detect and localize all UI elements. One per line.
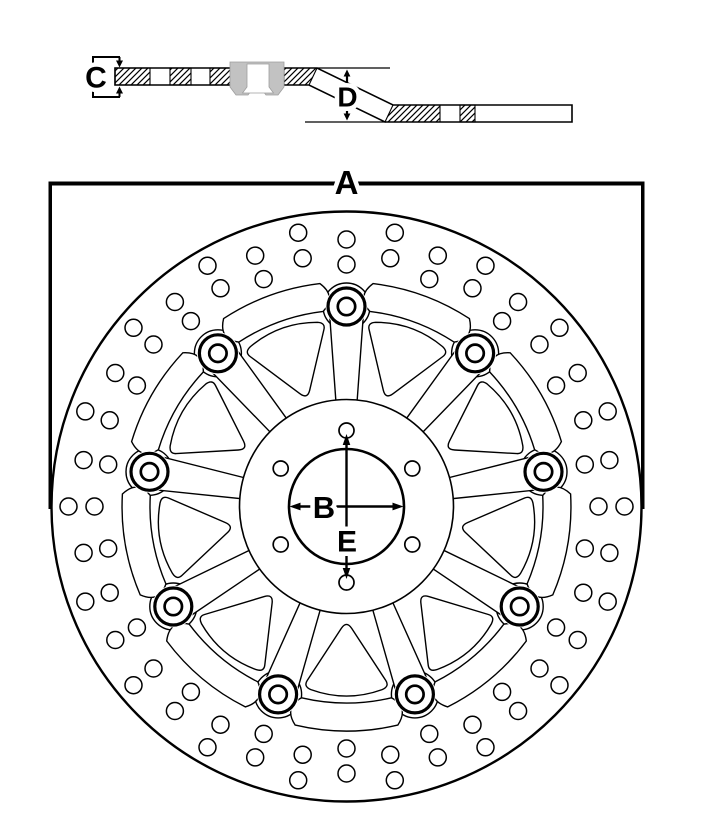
rivet-button (394, 673, 436, 715)
drill-hole (60, 498, 77, 515)
drill-hole (107, 632, 124, 649)
rivet-button (152, 586, 194, 628)
drill-hole (247, 749, 264, 766)
drill-hole (601, 452, 618, 469)
drill-hole (464, 716, 481, 733)
bolt-hole (405, 461, 420, 476)
drill-hole (182, 683, 199, 700)
drill-hole (386, 224, 403, 241)
drill-hole (128, 377, 145, 394)
drill-hole (338, 765, 355, 782)
bolt-hole (273, 461, 288, 476)
rivet-button-inner-ring (535, 463, 552, 480)
rivet-button (499, 586, 541, 628)
drill-hole (477, 257, 494, 274)
rivet-button-inner-ring (269, 686, 286, 703)
drill-hole (601, 544, 618, 561)
label-disc-thickness: C (85, 61, 107, 95)
drill-hole (128, 619, 145, 636)
drill-hole (575, 584, 592, 601)
drill-hole (548, 619, 565, 636)
drill-hole (421, 271, 438, 288)
rivet-button-inner-ring (209, 345, 226, 362)
drill-hole (382, 746, 399, 763)
drill-hole (212, 716, 229, 733)
a-frame-right (641, 182, 645, 510)
a-frame-left (49, 182, 53, 510)
drill-hole (212, 280, 229, 297)
rivet-button-inner-ring (406, 686, 423, 703)
drill-hole (382, 250, 399, 267)
drill-hole (255, 271, 272, 288)
drill-hole (494, 313, 511, 330)
drill-hole (107, 365, 124, 382)
bolt-hole (405, 537, 420, 552)
drill-hole (255, 725, 272, 742)
bolt-hole (273, 537, 288, 552)
drill-hole (294, 250, 311, 267)
rivet-button (129, 451, 171, 493)
drill-hole (421, 725, 438, 742)
drill-hole (569, 632, 586, 649)
drill-hole (429, 247, 446, 264)
drill-hole (576, 456, 593, 473)
drill-hole (75, 544, 92, 561)
drill-hole (338, 740, 355, 757)
drill-hole (575, 412, 592, 429)
drill-hole (145, 660, 162, 677)
rivet-button-inner-ring (338, 298, 355, 315)
rivet-pin-slot (243, 64, 274, 93)
drill-hole (338, 256, 355, 273)
drill-hole (199, 739, 216, 756)
drill-hole (386, 772, 403, 789)
drill-hole (569, 365, 586, 382)
drill-hole (290, 224, 307, 241)
drill-hole (551, 319, 568, 336)
label-offset-height: D (337, 81, 358, 113)
drill-hole (477, 739, 494, 756)
rivet-button (523, 451, 565, 493)
drill-hole (599, 403, 616, 420)
drill-hole (247, 247, 264, 264)
drill-hole (166, 703, 183, 720)
rivet-button-inner-ring (511, 598, 528, 615)
drill-hole (290, 772, 307, 789)
drill-hole (531, 660, 548, 677)
rivet-button (197, 332, 239, 374)
drill-hole (616, 498, 633, 515)
rivet-button-inner-ring (165, 598, 182, 615)
drill-hole (294, 746, 311, 763)
drill-hole (77, 593, 94, 610)
drill-hole (338, 231, 355, 248)
drill-hole (125, 677, 142, 694)
drill-hole (101, 412, 118, 429)
drill-hole (590, 498, 607, 515)
drill-hole (125, 319, 142, 336)
label-center-bore: B (312, 490, 336, 525)
drill-hole (75, 452, 92, 469)
drill-hole (166, 294, 183, 311)
drill-hole (494, 683, 511, 700)
drill-hole (100, 540, 117, 557)
drill-hole (464, 280, 481, 297)
drill-hole (77, 403, 94, 420)
drill-hole (101, 584, 118, 601)
drill-hole (199, 257, 216, 274)
label-outer-diameter: A (334, 164, 359, 201)
rivet-button (257, 673, 299, 715)
drill-hole (86, 498, 103, 515)
drill-hole (145, 336, 162, 353)
float-slot (291, 698, 403, 731)
drill-hole (548, 377, 565, 394)
rivet-cross-section (230, 62, 284, 95)
drill-hole (510, 703, 527, 720)
drill-hole (100, 456, 117, 473)
rivet-button (326, 286, 368, 328)
drill-hole (599, 593, 616, 610)
drill-hole (576, 540, 593, 557)
label-bolt-circle: E (336, 525, 358, 559)
drill-hole (429, 749, 446, 766)
drill-hole (510, 294, 527, 311)
rivet-button-inner-ring (466, 345, 483, 362)
rivet-button-inner-ring (141, 463, 158, 480)
drill-hole (531, 336, 548, 353)
rivet-button (454, 332, 496, 374)
drill-hole (182, 313, 199, 330)
drill-hole (551, 677, 568, 694)
